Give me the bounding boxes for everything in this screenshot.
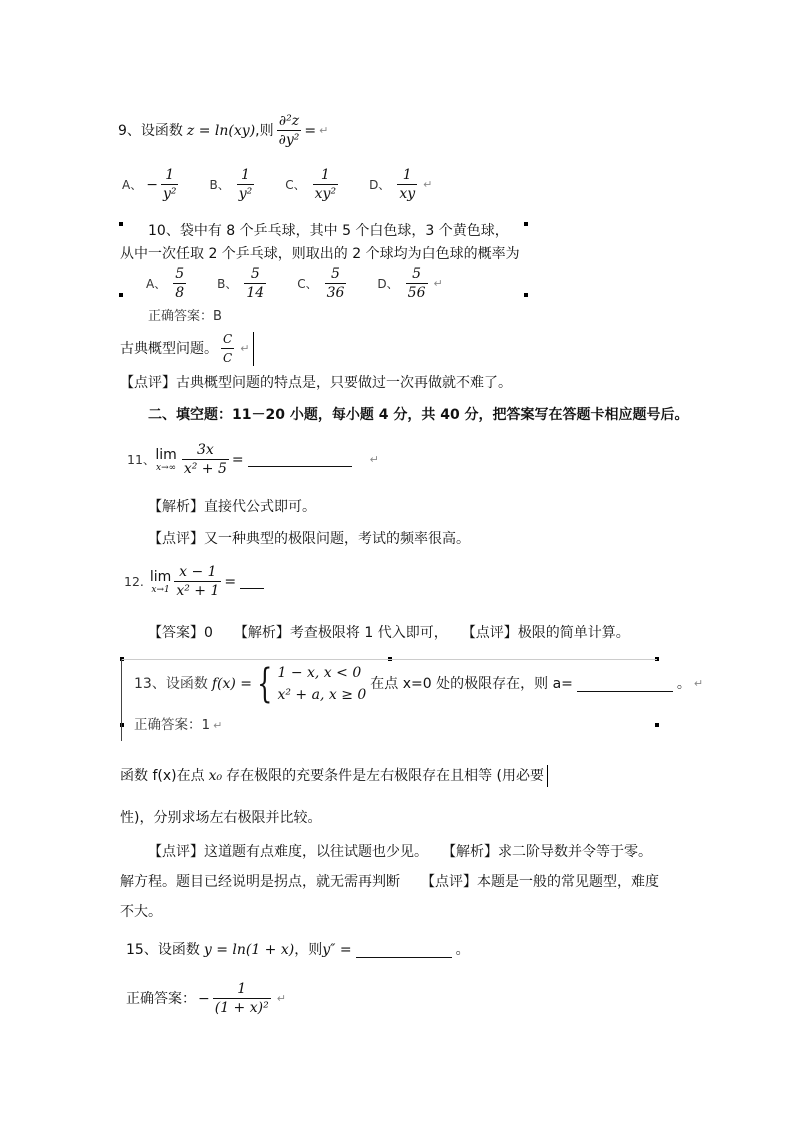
q13-prefix: 13、设函数 (134, 676, 208, 692)
q10-answer: 正确答案：B (148, 309, 222, 324)
q9-option-b: B、 $\frac{1}{\text{y²}}$ (209, 167, 253, 202)
q12-eq: = (224, 573, 237, 590)
return-mark-icon: ↵ (276, 991, 286, 1005)
q15-answer-blank[interactable] (356, 943, 452, 958)
selection-handle (119, 293, 123, 297)
q12-prefix: 12. (124, 573, 144, 589)
return-mark-icon: ↵ (240, 341, 250, 355)
q9-prefix: 9、设函数 (118, 122, 183, 139)
q15-y2: y″ = (322, 942, 352, 958)
q13-answer: 正确答案：1 ↵ (134, 717, 223, 733)
q15-stem (126, 940, 470, 960)
q10-c-fraction: $\frac{C}{C}$ (223, 332, 233, 365)
q12-stem (124, 563, 268, 600)
q10-comment: 【点评】古典概型问题的特点是，只要做过一次再做就不难了。 (120, 375, 512, 391)
q11-stem (127, 441, 379, 478)
q9-option-d: D、 $\frac{1}{xy}$ ↵ (369, 167, 433, 202)
q12-fraction: $\frac{x - 1}{\text{x² + 1}}$ (176, 564, 220, 599)
selection-handle (524, 222, 528, 226)
q9-mid: ,则 (255, 122, 274, 139)
return-mark-icon: ↵ (369, 452, 379, 466)
text-cursor (547, 765, 548, 787)
q10-option-a: A、 $\frac{5}{8}$ (146, 266, 185, 301)
return-mark-icon: ↵ (433, 276, 443, 290)
q13-end: 。 (676, 676, 691, 692)
q13-cases (277, 662, 366, 706)
q15-answer (126, 980, 286, 1017)
q10-option-c: C、 $\frac{5}{36}$ (297, 266, 345, 301)
q9-expr: z = ln(xy) (186, 122, 256, 139)
q10-options (146, 265, 471, 302)
q12-answer-blank[interactable] (240, 574, 264, 589)
q13-answer-blank[interactable] (577, 677, 673, 692)
q15-end: 。 (455, 942, 470, 958)
q9-options (122, 166, 460, 203)
frame-border-top (122, 659, 657, 660)
q11-eq: = (231, 451, 244, 468)
q13-case1: 1 − x, x < 0 (277, 665, 362, 681)
q11-analysis: 【解析】直接代公式即可。 (148, 499, 316, 515)
frame-border-left (121, 659, 122, 741)
q15-fraction: $\frac{1}{\text{(1 + x)²}}$ (214, 981, 269, 1016)
selection-handle (655, 723, 659, 727)
text-cursor (253, 332, 254, 366)
q13-stem (134, 662, 703, 706)
misc-line1: 【点评】这道题有点难度，以往试题也少见。 【解析】求二阶导数并令等于零。 (148, 844, 652, 860)
q13-mid: 在点 x=0 处的极限存在，则 a= (370, 676, 573, 692)
selection-handle (119, 222, 123, 226)
q10-line2: 从中一次任取 2 个乒乓球，则取出的 2 个球均为白色球的概率为 (120, 246, 520, 262)
q11-limit: lim x→∞ (155, 446, 177, 473)
q10-classical-text: 古典概型问题。 (120, 340, 218, 357)
q9-stem (118, 112, 328, 149)
misc-line2: 解方程。题目已经说明是拐点，就无需再判断 【点评】本题是一般的常见题型，难度 (120, 874, 659, 890)
q15-prefix: 15、设函数 (126, 942, 200, 958)
q11-fraction: $\frac{3x}{\text{x² + 5}}$ (183, 442, 227, 477)
q11-prefix: 11、 (127, 451, 156, 467)
q15-expr: y = ln(1 + x) (203, 942, 295, 958)
q15-mid: ，则 (294, 942, 323, 958)
q9-deriv-den: ∂y² (278, 132, 300, 148)
return-mark-icon: ↵ (423, 177, 433, 191)
q13-explain-line2: 性)，分别求场左右极限并比较。 (120, 810, 322, 826)
q9-derivative (277, 112, 302, 149)
q10-classical (120, 330, 254, 367)
q9-option-a: A、 − $\frac{1}{\text{y²}}$ (122, 167, 177, 202)
q9-deriv-num: ∂²z (278, 113, 300, 129)
q13-explain-line1: 函数 f(x)在点 x₀ 存在极限的充要条件是左右极限存在且相等 (用必要 (120, 765, 548, 787)
q12-limit: lim x→1 (149, 568, 172, 595)
q15-answer-label: 正确答案： (126, 990, 196, 1007)
left-brace-icon: { (257, 661, 273, 707)
section2-heading: 二、填空题：11－20 小题，每小题 4 分，共 40 分，把答案写在答题卡相应题号后。 (148, 407, 689, 423)
return-mark-icon: ↵ (319, 123, 329, 137)
q11-answer-blank[interactable] (248, 452, 352, 467)
q10-option-d: D、 $\frac{5}{56}$ ↵ (377, 266, 443, 301)
q9-eq: = (304, 122, 317, 139)
q15-sign: − (198, 990, 210, 1007)
return-mark-icon: ↵ (213, 719, 223, 732)
q11-comment: 【点评】又一种典型的极限问题，考试的频率很高。 (148, 531, 470, 547)
q9-option-c: C、 $\frac{1}{\text{xy²}}$ (285, 167, 337, 202)
misc-line3: 不大。 (120, 904, 162, 920)
return-mark-icon: ↵ (693, 677, 704, 690)
q13-fx: f(x) = (211, 676, 253, 692)
selection-handle (524, 293, 528, 297)
q10-line1: 10、袋中有 8 个乒乓球，其中 5 个白色球，3 个黄色球， (148, 223, 509, 239)
q12-answer-line: 【答案】0 【解析】考查极限将 1 代入即可， 【点评】极限的简单计算。 (148, 625, 630, 641)
q10-option-b: B、 $\frac{5}{14}$ (217, 266, 265, 301)
q13-case2: x² + a, x ≥ 0 (277, 687, 367, 703)
